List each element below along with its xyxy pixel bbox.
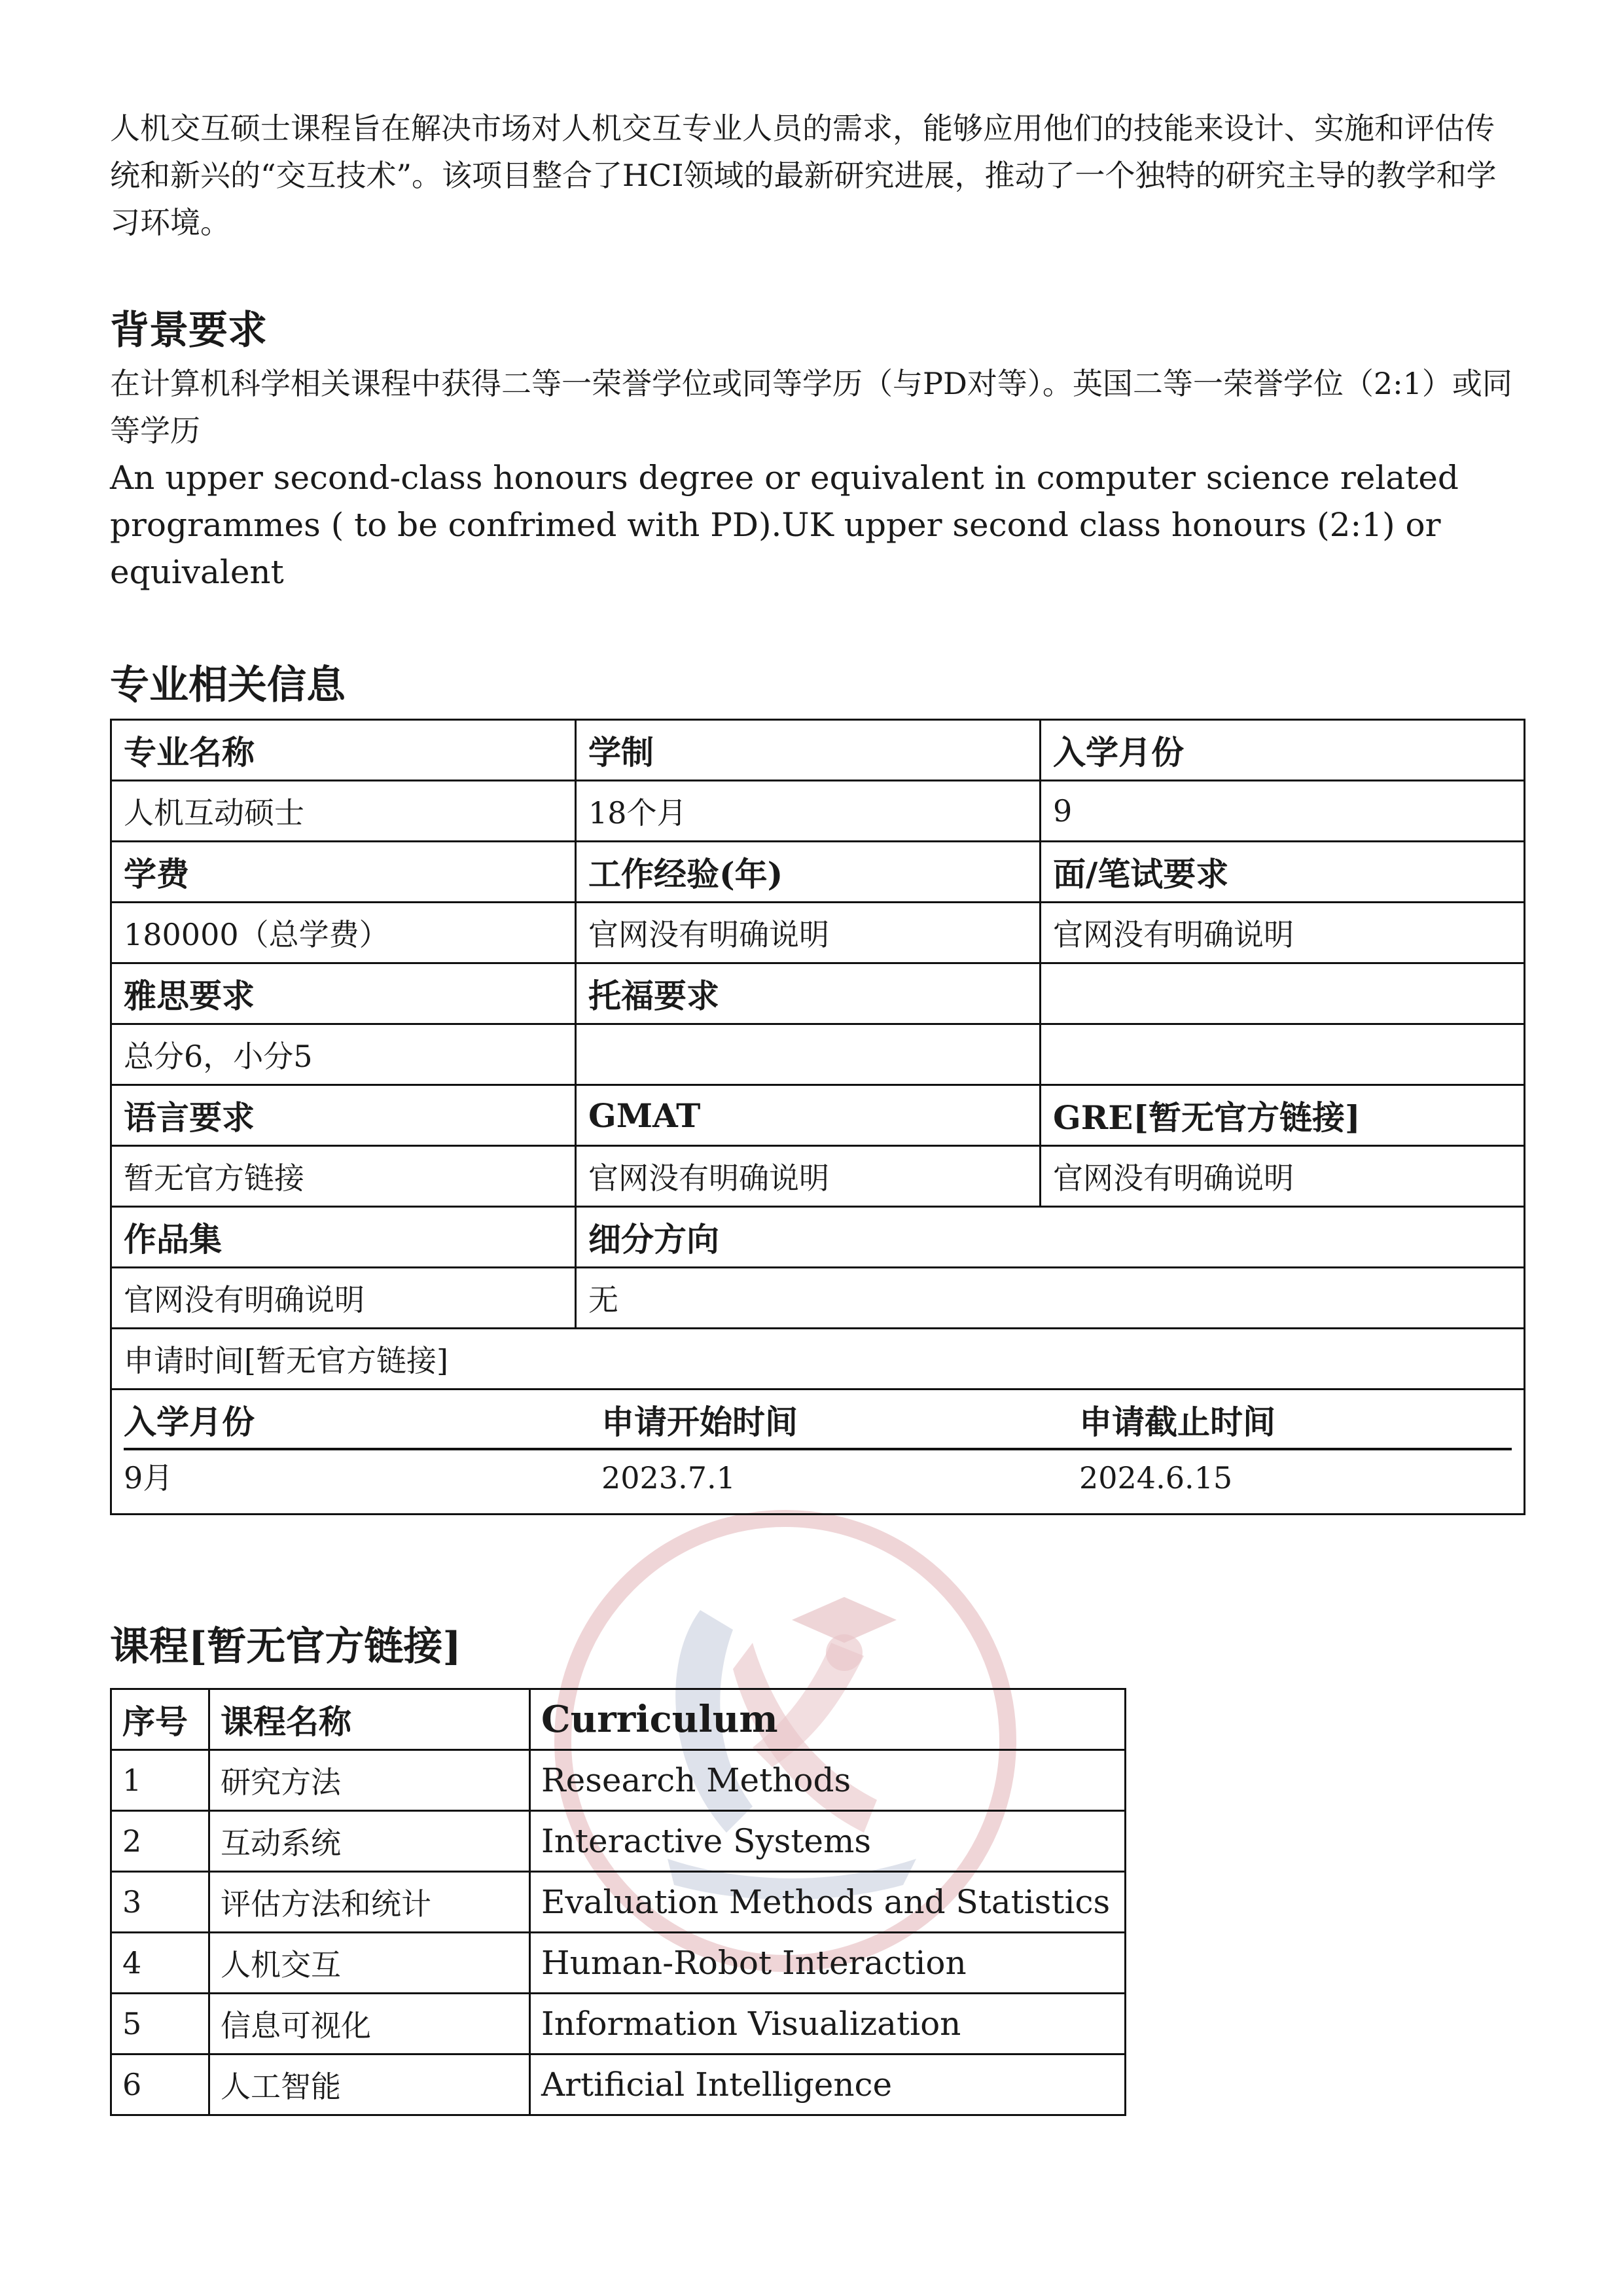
course-name-en: Interactive Systems [530, 1811, 1126, 1872]
background-text-zh: 在计算机科学相关课程中获得二等一荣誉学位或同等学历（与PD对等）。英国二等一荣誉学位（2:1）或同等学历 [110, 366, 1512, 448]
toefl-header: 托福要求 [576, 963, 1041, 1024]
empty-cell [1041, 963, 1525, 1024]
course-name-en: Research Methods [530, 1750, 1126, 1811]
curriculum-header: Curriculum [530, 1689, 1126, 1750]
courses-title: 课程[暂无官方链接] [110, 1624, 461, 1670]
interview-header: 面/笔试要求 [1041, 842, 1525, 903]
table-row [111, 1268, 1525, 1329]
language-header: 语言要求 [111, 1085, 576, 1146]
gmat-header: GMAT [576, 1085, 1041, 1146]
course-name-en: Artificial Intelligence [530, 2054, 1126, 2115]
course-no-header: 序号 [111, 1689, 209, 1750]
course-name-header: 课程名称 [209, 1689, 530, 1750]
table-row [111, 1085, 1525, 1146]
table-row [111, 1994, 1126, 2054]
language-value: 暂无官方链接 [111, 1146, 576, 1207]
portfolio-header: 作品集 [111, 1207, 576, 1268]
course-no: 4 [111, 1933, 209, 1994]
intro-paragraph: 人机交互硕士课程旨在解决市场对人机交互专业人员的需求，能够应用他们的技能来设计、实施和评估传统和新兴的“交互技术”。该项目整合了HCI领域的最新研究进展，推动了一个独特的研究主导的教学和学习环境。 [110, 111, 1497, 240]
course-name: 研究方法 [209, 1750, 530, 1811]
application-dates [111, 1390, 1525, 1515]
table-row [111, 1207, 1525, 1268]
course-name: 人机交互 [209, 1933, 530, 1994]
intake-header: 入学月份 [1041, 720, 1525, 781]
gmat-value: 官网没有明确说明 [576, 1146, 1041, 1207]
dates-intake-header: 入学月份 [124, 1403, 255, 1441]
course-no: 5 [111, 1994, 209, 2054]
courses-table [110, 1688, 1126, 2116]
interview-value: 官网没有明确说明 [1041, 903, 1525, 963]
table-row [111, 1146, 1525, 1207]
work-experience-value: 官网没有明确说明 [576, 903, 1041, 963]
table-row [111, 1024, 1525, 1085]
intake-value: 9 [1041, 781, 1525, 842]
portfolio-value: 官网没有明确说明 [111, 1268, 576, 1329]
dates-start-value: 2023.7.1 [601, 1460, 736, 1496]
dates-intake-value: 9月 [124, 1460, 173, 1496]
ielts-value: 总分6，小分5 [111, 1024, 576, 1085]
major-name-value: 人机互动硕士 [111, 781, 576, 842]
tuition-value: 180000（总学费） [111, 903, 576, 963]
course-name-en: Evaluation Methods and Statistics [530, 1872, 1126, 1933]
toefl-value [576, 1024, 1041, 1085]
table-row [111, 903, 1525, 963]
program-info-section [110, 656, 1524, 1515]
table-row [111, 1689, 1126, 1750]
program-info-title: 专业相关信息 [110, 662, 346, 708]
tuition-header: 学费 [111, 842, 576, 903]
course-name-en: Human-Robot Interaction [530, 1933, 1126, 1994]
table-row [111, 963, 1525, 1024]
application-time-label: 申请时间[暂无官方链接] [111, 1329, 1525, 1390]
dates-value-row [124, 1450, 1512, 1505]
course-name: 评估方法和统计 [209, 1872, 530, 1933]
gre-header: GRE[暂无官方链接] [1041, 1085, 1525, 1146]
course-name: 互动系统 [209, 1811, 530, 1872]
dates-start-header: 申请开始时间 [601, 1403, 798, 1441]
course-no: 1 [111, 1750, 209, 1811]
background-section [110, 301, 1524, 596]
table-row [111, 720, 1525, 781]
course-name: 信息可视化 [209, 1994, 530, 2054]
table-row [111, 2054, 1126, 2115]
table-row [111, 1390, 1525, 1515]
table-row [111, 1329, 1525, 1390]
ielts-header: 雅思要求 [111, 963, 576, 1024]
table-row [111, 1811, 1126, 1872]
document-body [110, 105, 1524, 2116]
empty-cell [1041, 1024, 1525, 1085]
dates-header-row [124, 1397, 1512, 1450]
gre-value: 官网没有明确说明 [1041, 1146, 1525, 1207]
table-row [111, 1872, 1126, 1933]
dates-end-header: 申请截止时间 [1079, 1403, 1275, 1441]
course-no: 3 [111, 1872, 209, 1933]
course-no: 2 [111, 1811, 209, 1872]
table-row [111, 842, 1525, 903]
course-name: 人工智能 [209, 2054, 530, 2115]
major-name-header: 专业名称 [111, 720, 576, 781]
duration-value: 18个月 [576, 781, 1041, 842]
table-row [111, 1750, 1126, 1811]
table-row [111, 781, 1525, 842]
work-experience-header: 工作经验(年) [576, 842, 1041, 903]
background-title: 背景要求 [110, 308, 267, 353]
dates-end-value: 2024.6.15 [1079, 1460, 1233, 1496]
table-row [111, 1933, 1126, 1994]
courses-section [110, 1617, 1524, 2116]
program-info-table [110, 719, 1525, 1515]
background-text-en: An upper second-class honours degree or equivalent in computer science related programmes ( to be confrimed with PD).UK upper second class honours (2:1) or equivalent [110, 459, 1459, 591]
direction-header: 细分方向 [576, 1207, 1525, 1268]
direction-value: 无 [576, 1268, 1525, 1329]
duration-header: 学制 [576, 720, 1041, 781]
course-no: 6 [111, 2054, 209, 2115]
course-name-en: Information Visualization [530, 1994, 1126, 2054]
